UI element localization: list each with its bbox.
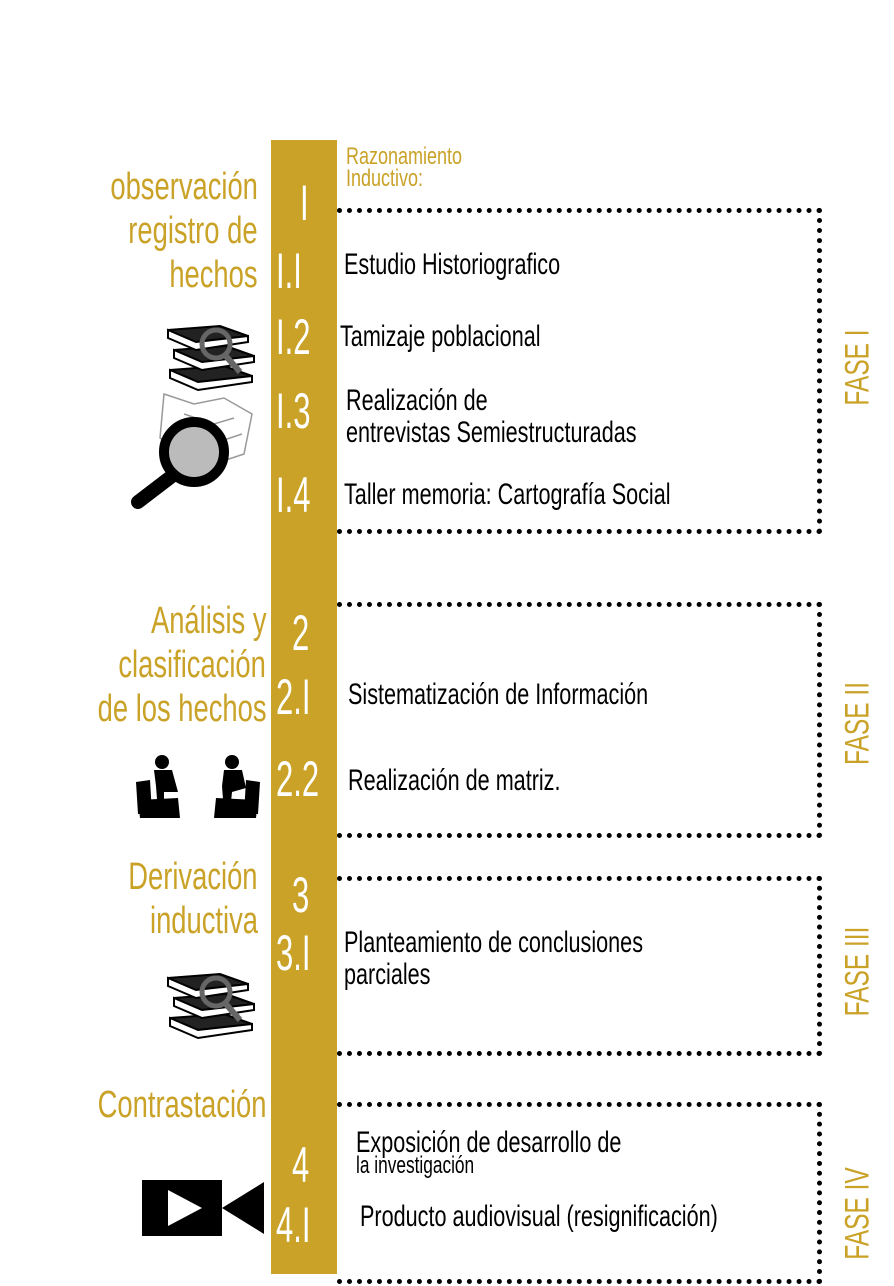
phase-1-label: FASE I [838, 329, 877, 406]
stage-3-number: 3 [292, 867, 310, 923]
phase-3-label: FASE III [838, 926, 877, 1017]
stage-1-label-line-2: registro de [128, 210, 258, 252]
step-2-2-text: Realización de matriz. [348, 764, 561, 797]
phase-2-box [337, 602, 822, 838]
stage-1-label-line-3: hechos [169, 254, 258, 296]
stage-2-label-line-2: clasificación [118, 644, 266, 686]
step-1-3-number: I.3 [276, 383, 311, 439]
step-1-2-number: I.2 [276, 309, 311, 365]
books-magnifier-icon [164, 320, 262, 392]
step-1-4-text: Taller memoria: Cartografía Social [344, 478, 671, 511]
step-2-2-number: 2.2 [276, 751, 320, 807]
step-4-text-line-2: la investigación [356, 1152, 475, 1179]
step-1-1-number: I.I [276, 243, 302, 299]
reasoning-subheading-line-1: Razonamiento [346, 143, 463, 170]
magnifier-map-icon [124, 384, 260, 510]
step-4-1-text: Producto audiovisual (resignificación) [360, 1200, 718, 1233]
step-3-1-text-line-2: parciales [344, 958, 431, 991]
stage-1-number: I [300, 175, 309, 231]
reasoning-subheading-line-2: Inductivo: [346, 165, 424, 192]
step-2-1-text: Sistematización de Información [348, 678, 649, 711]
phase-4-label: FASE IV [838, 1167, 877, 1260]
stage-1-label-line-1: observación [110, 166, 258, 208]
stage-2-number: 2 [292, 605, 310, 661]
stage-3-label-line-1: Derivación [128, 856, 258, 898]
interview-chairs-icon [134, 752, 262, 822]
step-1-4-number: I.4 [276, 467, 311, 523]
books-magnifier-icon [164, 968, 262, 1040]
step-1-3-text-line-1: Realización de [346, 384, 488, 417]
step-2-1-number: 2.I [276, 669, 311, 725]
step-3-1-number: 3.I [276, 925, 311, 981]
step-1-1-text: Estudio Historiografico [344, 248, 561, 281]
stage-3-label-line-2: inductiva [150, 900, 258, 942]
stage-4-label: Contrastación [97, 1084, 266, 1126]
stage-4-number: 4 [292, 1137, 310, 1193]
step-3-1-text-line-1: Planteamiento de conclusiones [344, 926, 644, 959]
stage-2-label-line-1: Análisis y [150, 600, 266, 642]
phase-2-label: FASE II [838, 682, 877, 766]
step-4-text-line-1: Exposición de desarrollo de [356, 1126, 622, 1159]
step-1-3-text-line-2: entrevistas Semiestructuradas [346, 416, 637, 449]
step-1-2-text: Tamizaje poblacional [340, 320, 541, 353]
step-4-1-number: 4.I [276, 1197, 311, 1253]
video-camera-icon [142, 1180, 264, 1236]
stage-2-label-line-3: de los hechos [97, 688, 266, 730]
